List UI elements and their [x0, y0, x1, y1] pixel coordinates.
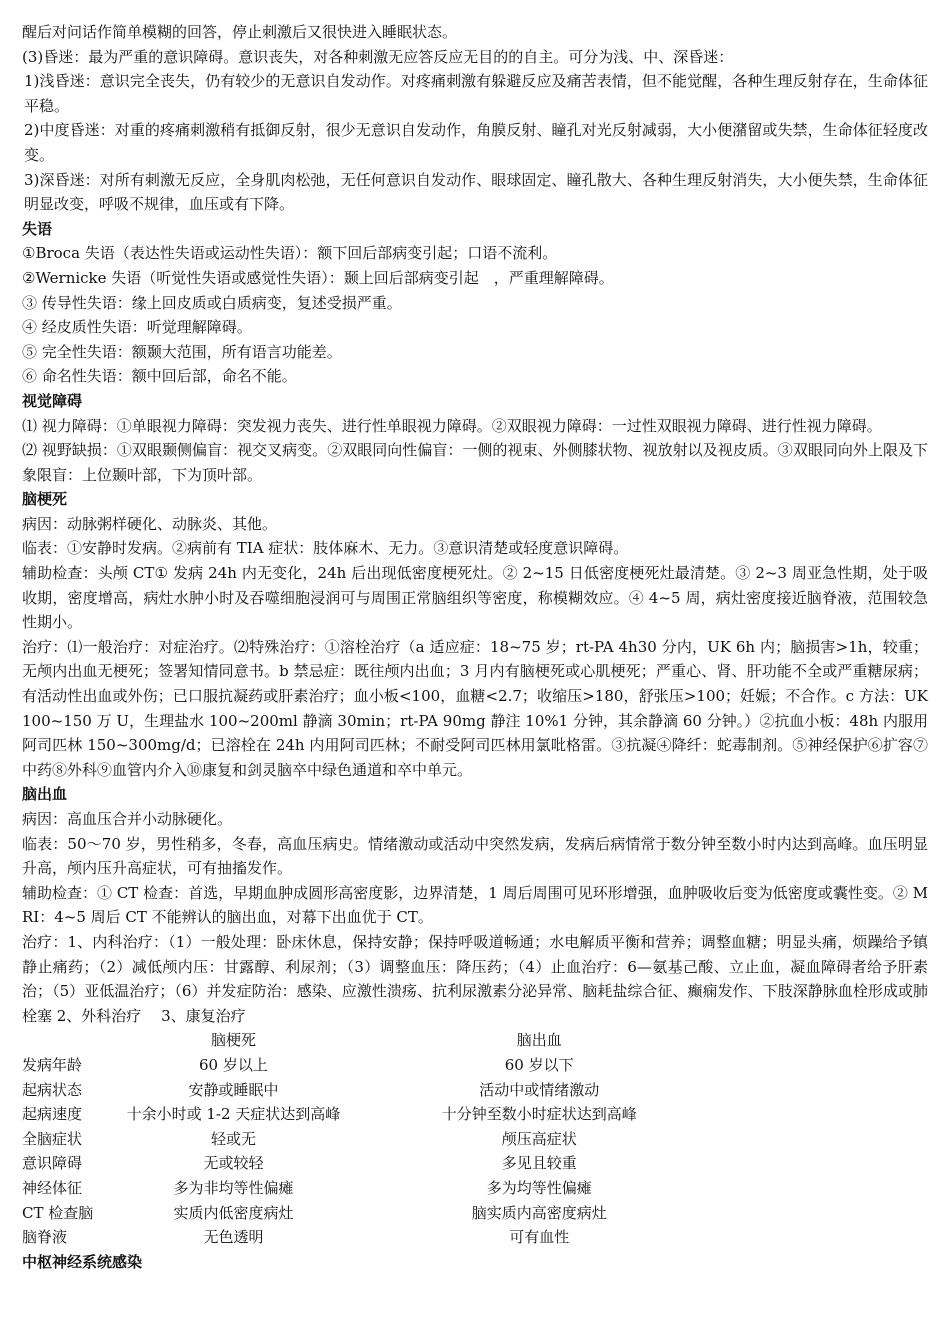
table-cell: 活动中或情绪激动 — [479, 1080, 600, 1099]
paragraph: 3)深昏迷：对所有刺激无反应，全身肌肉松弛，无任何意识自发动作、眼球固定、瞳孔散大、各种生理反射消失，大小便失禁，生命体征明显改变，呼吸不规律，血压或有下降。 — [24, 170, 928, 214]
column-header: 脑出血 — [516, 1031, 562, 1050]
row-label: 起病速度 — [22, 1105, 83, 1124]
table-row — [22, 1102, 722, 1127]
table-cell: 60 岁以上 — [199, 1055, 268, 1074]
list-item: ①Broca 失语（表达性失语或运动性失语）：额下回后部病变引起；口语不流利。 — [22, 244, 558, 263]
section-heading-cns-infection: 中枢神经系统感染 — [22, 1252, 143, 1271]
table-row — [22, 1151, 722, 1176]
row-label: 发病年龄 — [22, 1055, 83, 1074]
section-heading-hemorrhage: 脑出血 — [22, 785, 68, 804]
table-cell: 十余小时或 1-2 天症状达到高峰 — [126, 1105, 341, 1124]
row-label: 神经体征 — [22, 1178, 83, 1197]
section-heading-infarction: 脑梗死 — [22, 490, 68, 509]
list-item: ③ 传导性失语：缘上回皮质或白质病变，复述受损严重。 — [22, 293, 402, 312]
paragraph: 治疗：1、内科治疗：（1）一般处理：卧床休息，保持安静；保持呼吸道畅通；水电解质平衡和营养；调整血糖；明显头痛，烦躁给予镇静止痛药；（2）减低颅内压：甘露醇、利尿剂；（3）调整血压：降压药；（4）止血治疗：6—氨基己酸、立止血，凝血障碍者给予肝素治；（5）亚低温治疗；（6）并发症防治：感染、应激性溃疡、抗利尿激素分泌异常、脑耗盐综合征、癫痫发作、下肢深静脉血栓形成或肺栓塞 2、外科治疗 3、康复治疗 — [22, 932, 928, 1025]
paragraph: 病因：高血压合并小动脉硬化。 — [22, 810, 233, 828]
section-heading-visual: 视觉障碍 — [22, 391, 83, 410]
list-item: ⑥ 命名性失语：额中回后部，命名不能。 — [22, 367, 297, 386]
table-cell: 实质内低密度病灶 — [173, 1203, 294, 1222]
table-cell: 颅压高症状 — [501, 1129, 577, 1148]
table-row — [22, 1078, 722, 1103]
paragraph: 1)浅昏迷：意识完全丧失，仍有较少的无意识自发动作。对疼痛刺激有躲避反应及痛苦表情，但不能觉醒，各种生理反射存在，生命体征平稳。 — [24, 72, 928, 115]
paragraph: 2)中度昏迷：对重的疼痛刺激稍有抵御反射，很少无意识自发动作，角膜反射、瞳孔对光反射减弱，大小便潴留或失禁，生命体征轻度改变。 — [24, 121, 928, 164]
table-cell: 安静或睡眠中 — [188, 1080, 279, 1099]
table-header-row — [22, 1028, 722, 1053]
list-item: ⑤ 完全性失语：额颞大范围，所有语言功能差。 — [22, 342, 342, 361]
row-label: 意识障碍 — [22, 1154, 83, 1173]
table-cell: 多为非均等性偏瘫 — [173, 1178, 294, 1197]
table-row — [22, 1053, 722, 1078]
table-row — [22, 1176, 722, 1201]
table-cell: 多见且较重 — [501, 1154, 577, 1173]
table-cell: 可有血性 — [509, 1228, 570, 1247]
column-header: 脑梗死 — [210, 1031, 256, 1050]
row-label: 起病状态 — [22, 1080, 83, 1099]
comparison-table — [22, 1028, 722, 1249]
paragraph: 醒后对问话作简单模糊的回答，停止刺激后又很快进入睡眠状态。 — [22, 23, 458, 41]
row-label: CT 检查脑 — [22, 1203, 94, 1222]
table-row — [22, 1127, 722, 1152]
table-cell: 脑实质内高密度病灶 — [471, 1203, 607, 1222]
paragraph: 辅助检查：头颅 CT① 发病 24h 内无变化，24h 后出现低密度梗死灶。② 2~15 日低密度梗死灶最清楚。③ 2~3 周亚急性期，处于吸收期，密度增高，病灶水肿小时及吞噬细胞浸润可与周围正常脑组织等密度，称模糊效应。④ 4~5 周，病灶密度接近脑脊液，范围较急性期小。 — [22, 564, 928, 632]
table-cell: 60 岁以下 — [504, 1055, 574, 1074]
list-item: ②Wernicke 失语（听觉性失语或感觉性失语）：颞上回后部病变引起 ，严重理解障碍。 — [22, 268, 614, 287]
table-cell: 无色透明 — [203, 1228, 264, 1247]
table-row — [22, 1201, 722, 1226]
paragraph: (3)昏迷：最为严重的意识障碍。意识丧失，对各种刺激无应答反应无目的的自主。可分为浅、中、深昏迷： — [22, 47, 734, 66]
paragraph: 病因：动脉粥样硬化、动脉炎、其他。 — [22, 514, 278, 533]
table-cell: 多为均等性偏瘫 — [486, 1178, 592, 1197]
table-cell: 轻或无 — [210, 1129, 256, 1148]
list-item: ⑵ 视野缺损：①双眼颞侧偏盲：视交叉病变。②双眼同向性偏盲：一侧的视束、外侧膝状物、视放射以及视皮质。③双眼同向外上限及下象限盲：上位颞叶部，下为顶叶部。 — [22, 441, 928, 484]
row-label: 全脑症状 — [22, 1129, 83, 1148]
row-label: 脑脊液 — [22, 1228, 68, 1247]
paragraph: 治疗：⑴一般治疗：对症治疗。⑵特殊治疗：①溶栓治疗（a 适应症：18~75 岁；rt-PA 4h30 分内，UK 6h 内；脑损害>1h，较重；无颅内出血无梗死；签署知情同意书。b 禁忌症：既往颅内出血；3 月内有脑梗死或心肌梗死；严重心、肾、肝功能不全或严重糖尿病；有活动性出血或外伤；已口服抗凝药或肝素治疗；血小板<100，血糖<2.7；收缩压>180，舒张压>100；妊娠；不合作。c 方法：UK 100~150 万 U，生理盐水 100~200ml 静滴 30min；rt-PA 90mg 静注 10%1 分钟，其余静滴 60 分钟。）②抗血小板：48h 内服用阿司匹林 150~300mg/d；已溶栓在 24h 内用阿司匹林；不耐受阿司匹林用氯吡格雷。③抗凝④降纤：蛇毒制剂。⑤神经保护⑥扩容⑦中药⑧外科⑨血管内介入⑩康复和剑灵脑卒中绿色通道和卒中单元。 — [22, 637, 928, 779]
table-corner-cell — [22, 1028, 110, 1053]
paragraph: 辅助检查：① CT 检查：首选，早期血肿成圆形高密度影，边界清楚，1 周后周围可见环形增强，血肿吸收后变为低密度或囊性变。② MRI：4~5 周后 CT 不能辨认的脑出血，对幕下出血优于 CT。 — [22, 883, 928, 927]
table-cell: 无或较轻 — [203, 1154, 264, 1173]
list-item: ④ 经皮质性失语：听觉理解障碍。 — [22, 318, 252, 337]
paragraph: 临表：①安静时发病。②病前有 TIA 症状：肢体麻木、无力。③意识清楚或轻度意识障碍。 — [22, 539, 629, 558]
table-cell: 十分钟至数小时症状达到高峰 — [441, 1105, 637, 1124]
list-item: ⑴ 视力障碍：①单眼视力障碍：突发视力丧失、进行性单眼视力障碍。②双眼视力障碍：一过性双眼视力障碍、进行性视力障碍。 — [22, 416, 882, 435]
paragraph: 临表：50～70 岁，男性稍多，冬春，高血压病史。情绪激动或活动中突然发病，发病后病情常于数分钟至数小时内达到高峰。血压明显升高，颅内压升高症状，可有抽搐发作。 — [22, 834, 928, 878]
table-row — [22, 1225, 722, 1250]
section-heading-aphasia: 失语 — [22, 219, 53, 238]
